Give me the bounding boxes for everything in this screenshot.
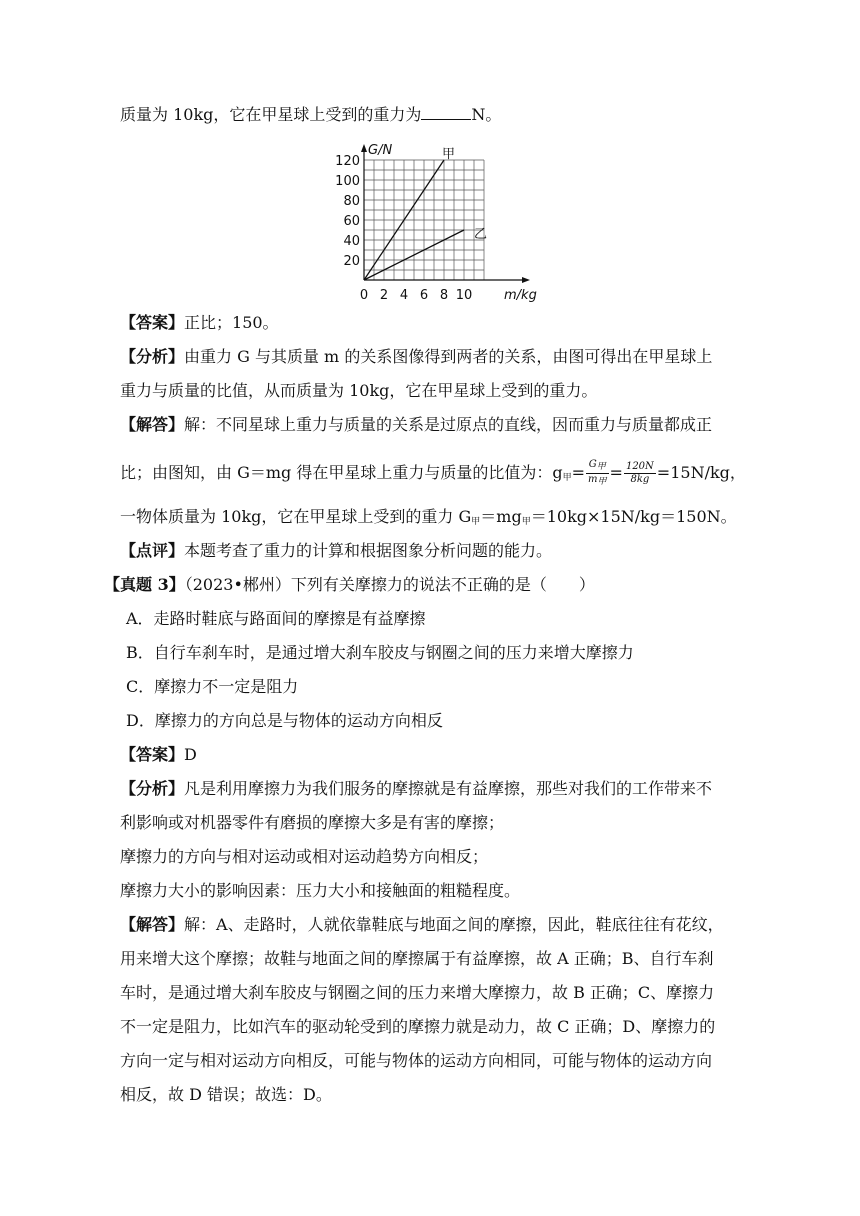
y-tick-label: 100 <box>335 174 360 189</box>
option-d: D．摩擦力的方向总是与物体的运动方向相反 <box>126 711 443 730</box>
gravity-mass-chart <box>334 140 544 308</box>
y-axis-label: G/N <box>368 143 393 158</box>
x-tick-label: 8 <box>439 288 449 303</box>
y-tick-label: 60 <box>343 214 360 229</box>
x-axis-arrow <box>522 277 530 283</box>
fraction-g-over-m: $\frac{\text{G甲}}{\text{m甲}}$ <box>588 459 607 487</box>
q3-analysis-line: 利影响或对机器零件有磨损的摩擦大多是有害的摩擦； <box>120 813 505 832</box>
question-label: 【真题 3】 <box>104 575 185 594</box>
y-tick-label: 20 <box>343 254 360 269</box>
y-tick-label: 120 <box>335 154 360 169</box>
answer-label: 【答案】 <box>120 745 185 764</box>
answer-label: 【答案】 <box>120 313 185 332</box>
solution-label: 【解答】 <box>120 415 185 434</box>
q2-solution-formula-line: 比；由图知，由 G＝mg 得在甲星球上重力与质量的比值为：$g_甲=$ $\frac{\text{G甲}}{\text{m甲}}$ = $\frac{120N}{8kg}$ =15N/kg， <box>120 459 746 487</box>
answer-blank <box>421 105 471 120</box>
comment-label: 【点评】 <box>120 541 185 560</box>
q2-comment: 【点评】本题考查了重力的计算和根据图象分析问题的能力。 <box>120 541 553 560</box>
chart-grid <box>364 160 484 280</box>
x-tick-label: 2 <box>379 288 389 303</box>
x-tick-label: 10 <box>455 288 473 303</box>
solution-label: 【解答】 <box>120 915 185 934</box>
q3-answer: 【答案】D <box>120 745 197 764</box>
x-axis-label: m/kg <box>504 288 537 303</box>
q2-solution-line: 一物体质量为 10kg，它在甲星球上受到的重力 $G_甲=mg_甲=10kg\times 15N/kg=150N$。 <box>120 507 737 527</box>
option-c: C．摩擦力不一定是阻力 <box>126 677 299 696</box>
y-tick-label: 40 <box>343 234 360 249</box>
q3-solution-line: 车时，是通过增大刹车胶皮与钢圈之间的压力来增大摩擦力，故 B 正确；C、摩擦力 <box>120 983 715 1002</box>
q3-title: 【真题 3】（2023•郴州）下列有关摩擦力的说法不正确的是（ ） <box>104 575 595 594</box>
q3-solution-line: 方向一定与相对运动方向相反，可能与物体的运动方向相同，可能与物体的运动方向 <box>120 1051 713 1070</box>
q3-solution-line: 不一定是阻力，比如汽车的驱动轮受到的摩擦力就是动力，故 C 正确；D、摩擦力的 <box>120 1017 716 1036</box>
q3-solution-line: 相反，故 D 错误；故选：D。 <box>120 1085 332 1104</box>
q2-analysis-line: 【分析】由重力 G 与其质量 m 的关系图像得到两者的关系，由图可得出在甲星球上 <box>120 347 713 366</box>
q3-analysis-line: 【分析】凡是利用摩擦力为我们服务的摩擦就是有益摩擦，那些对我们的工作带来不 <box>120 779 713 798</box>
analysis-label: 【分析】 <box>120 347 185 366</box>
q3-solution-line: 用来增大这个摩擦；故鞋与地面之间的摩擦属于有益摩擦，故 A 正确；B、自行车刹 <box>120 949 714 968</box>
q2-analysis-line: 重力与质量的比值，从而质量为 10kg，它在甲星球上受到的重力。 <box>120 381 598 400</box>
x-tick-label: 4 <box>399 288 409 303</box>
q3-analysis-line: 摩擦力的方向与相对运动或相对运动趋势方向相反； <box>120 847 489 866</box>
fraction-120n-over-8kg: $\frac{120N}{8kg}$ <box>625 461 654 485</box>
q2-solution-line: 【解答】解：不同星球上重力与质量的关系是过原点的直线，因而重力与质量都成正 <box>120 415 713 434</box>
x-tick-label: 6 <box>419 288 429 303</box>
series-label-yi: 乙 <box>474 227 488 242</box>
y-tick-label: 80 <box>343 194 360 209</box>
q3-solution-line: 【解答】解：A、走路时，人就依靠鞋底与地面之间的摩擦，因此，鞋底往往有花纹， <box>120 915 724 934</box>
x-tick-label: 0 <box>359 288 369 303</box>
series-label-jia: 甲 <box>442 147 456 162</box>
analysis-label: 【分析】 <box>120 779 185 798</box>
q2-question-line: 质量为 10kg，它在甲星球上受到的重力为 N。 <box>120 105 502 124</box>
option-a: A．走路时鞋底与路面间的摩擦是有益摩擦 <box>126 609 426 628</box>
q2-answer: 【答案】正比；150。 <box>120 313 279 332</box>
y-axis-arrow <box>361 144 367 152</box>
option-b: B．自行车刹车时，是通过增大刹车胶皮与钢圈之间的压力来增大摩擦力 <box>126 643 634 662</box>
q3-analysis-line: 摩擦力大小的影响因素：压力大小和接触面的粗糙程度。 <box>120 881 521 900</box>
chart-axes <box>361 144 530 283</box>
